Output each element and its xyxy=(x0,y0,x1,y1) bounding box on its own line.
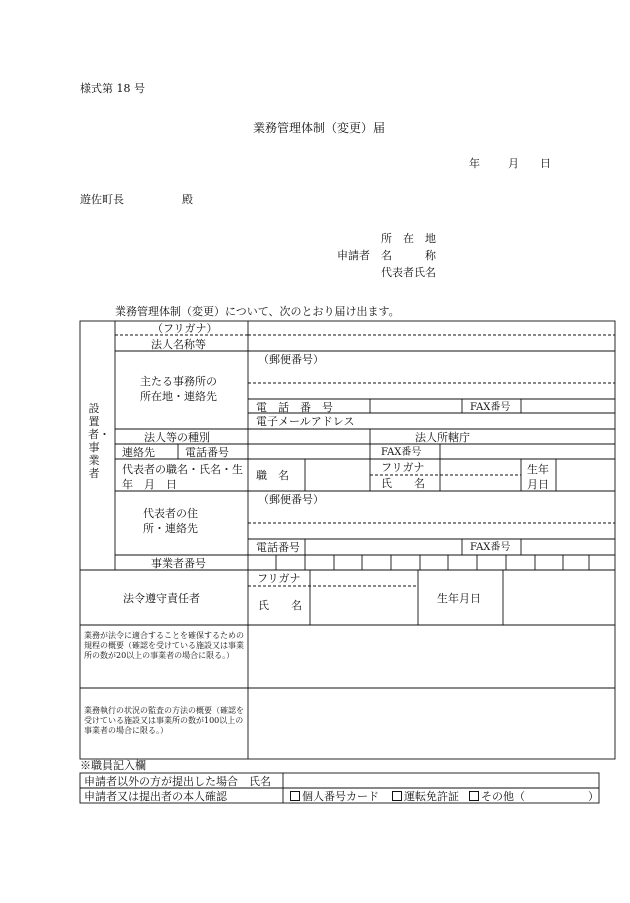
id-option-license[interactable] xyxy=(392,790,459,803)
form-number: 様式第 18 号 xyxy=(80,82,145,95)
staff-heading: ※職員記入欄 xyxy=(80,759,146,772)
compliance-officer-label: 法令遵守責任者 xyxy=(123,592,200,605)
rep-name-label: 氏 名 xyxy=(381,477,425,490)
postal-label: （郵便番号） xyxy=(258,353,324,366)
section-operator-label: 設置者・事業者 xyxy=(88,402,110,480)
contact-fax-label: FAX番号 xyxy=(381,447,422,458)
intro-text: 業務管理体制（変更）について、次のとおり届け出ます。 xyxy=(115,305,400,318)
checkbox-icon[interactable] xyxy=(469,791,479,801)
furigana-label: （フリガナ） xyxy=(152,322,218,335)
rep-fax-label: FAX番号 xyxy=(470,542,511,553)
applicant-name-label: 名 称 xyxy=(381,249,436,262)
corp-authority-label: 法人所轄庁 xyxy=(415,431,470,444)
rep-birth-label: 生年月日 xyxy=(527,463,549,491)
regulation-note: 業務が法令に適合することを確保するための規程の概要（確認を受けている施設又は事業所の数が20以上の事業者の場合に限る。） xyxy=(84,631,244,660)
id-option-mynumber[interactable] xyxy=(290,790,379,803)
applicant-label: 申請者 xyxy=(337,249,370,262)
checkbox-icon[interactable] xyxy=(290,791,300,801)
date-month-label: 月 xyxy=(508,157,519,170)
id-option-other-close: ） xyxy=(588,790,599,803)
addressee-honorific: 殿 xyxy=(182,193,193,206)
other-submitter-label: 申請者以外の方が提出した場合 氏名 xyxy=(84,775,271,788)
contact-phone-label: 電話番号 xyxy=(185,446,229,459)
id-check-label: 申請者又は提出者の本人確認 xyxy=(84,790,227,803)
date-day-label: 日 xyxy=(540,157,551,170)
rep-postal-label: （郵便番号） xyxy=(258,493,324,506)
contact-label: 連絡先 xyxy=(122,446,155,459)
addressee-name: 遊佐町長 xyxy=(80,193,124,206)
audit-note: 業務執行の状況の監査の方法の概要（確認を受けている施設又は事業所の数が100以上の事業者の場合に限る。） xyxy=(84,706,244,735)
operator-number-label: 事業者番号 xyxy=(151,557,206,570)
applicant-address-label: 所 在 地 xyxy=(381,232,436,245)
corp-name-label: 法人名称等 xyxy=(151,338,206,351)
email-label: 電子メールアドレス xyxy=(256,415,355,428)
id-option-mynumber-label: 個人番号カード xyxy=(302,790,379,803)
id-option-license-label: 運転免許証 xyxy=(404,790,459,803)
corp-type-label: 法人等の種別 xyxy=(144,431,210,444)
phone-label: 電 話 番 号 xyxy=(256,401,333,414)
compliance-name-label: 氏 名 xyxy=(258,599,302,612)
rep-title-name-label: 代表者の職名・氏名・生 年 月 日 xyxy=(122,463,254,491)
rep-phone-label: 電話番号 xyxy=(256,541,300,554)
form-title: 業務管理体制（変更）届 xyxy=(253,121,386,135)
date-year-label: 年 xyxy=(469,157,480,170)
fax-label: FAX番号 xyxy=(470,402,511,413)
rep-furigana-label: フリガナ xyxy=(381,461,425,474)
id-option-other-label: その他（ xyxy=(481,790,525,803)
applicant-representative-label: 代表者氏名 xyxy=(381,266,436,279)
compliance-furigana-label: フリガナ xyxy=(257,572,301,585)
id-option-other[interactable] xyxy=(469,790,525,803)
job-title-label: 職 名 xyxy=(256,469,289,482)
compliance-birth-label: 生年月日 xyxy=(437,592,481,605)
main-office-label: 主たる事務所の所在地・連絡先 xyxy=(140,375,217,403)
rep-address-label: 代表者の住所・連絡先 xyxy=(143,507,198,535)
checkbox-icon[interactable] xyxy=(392,791,402,801)
